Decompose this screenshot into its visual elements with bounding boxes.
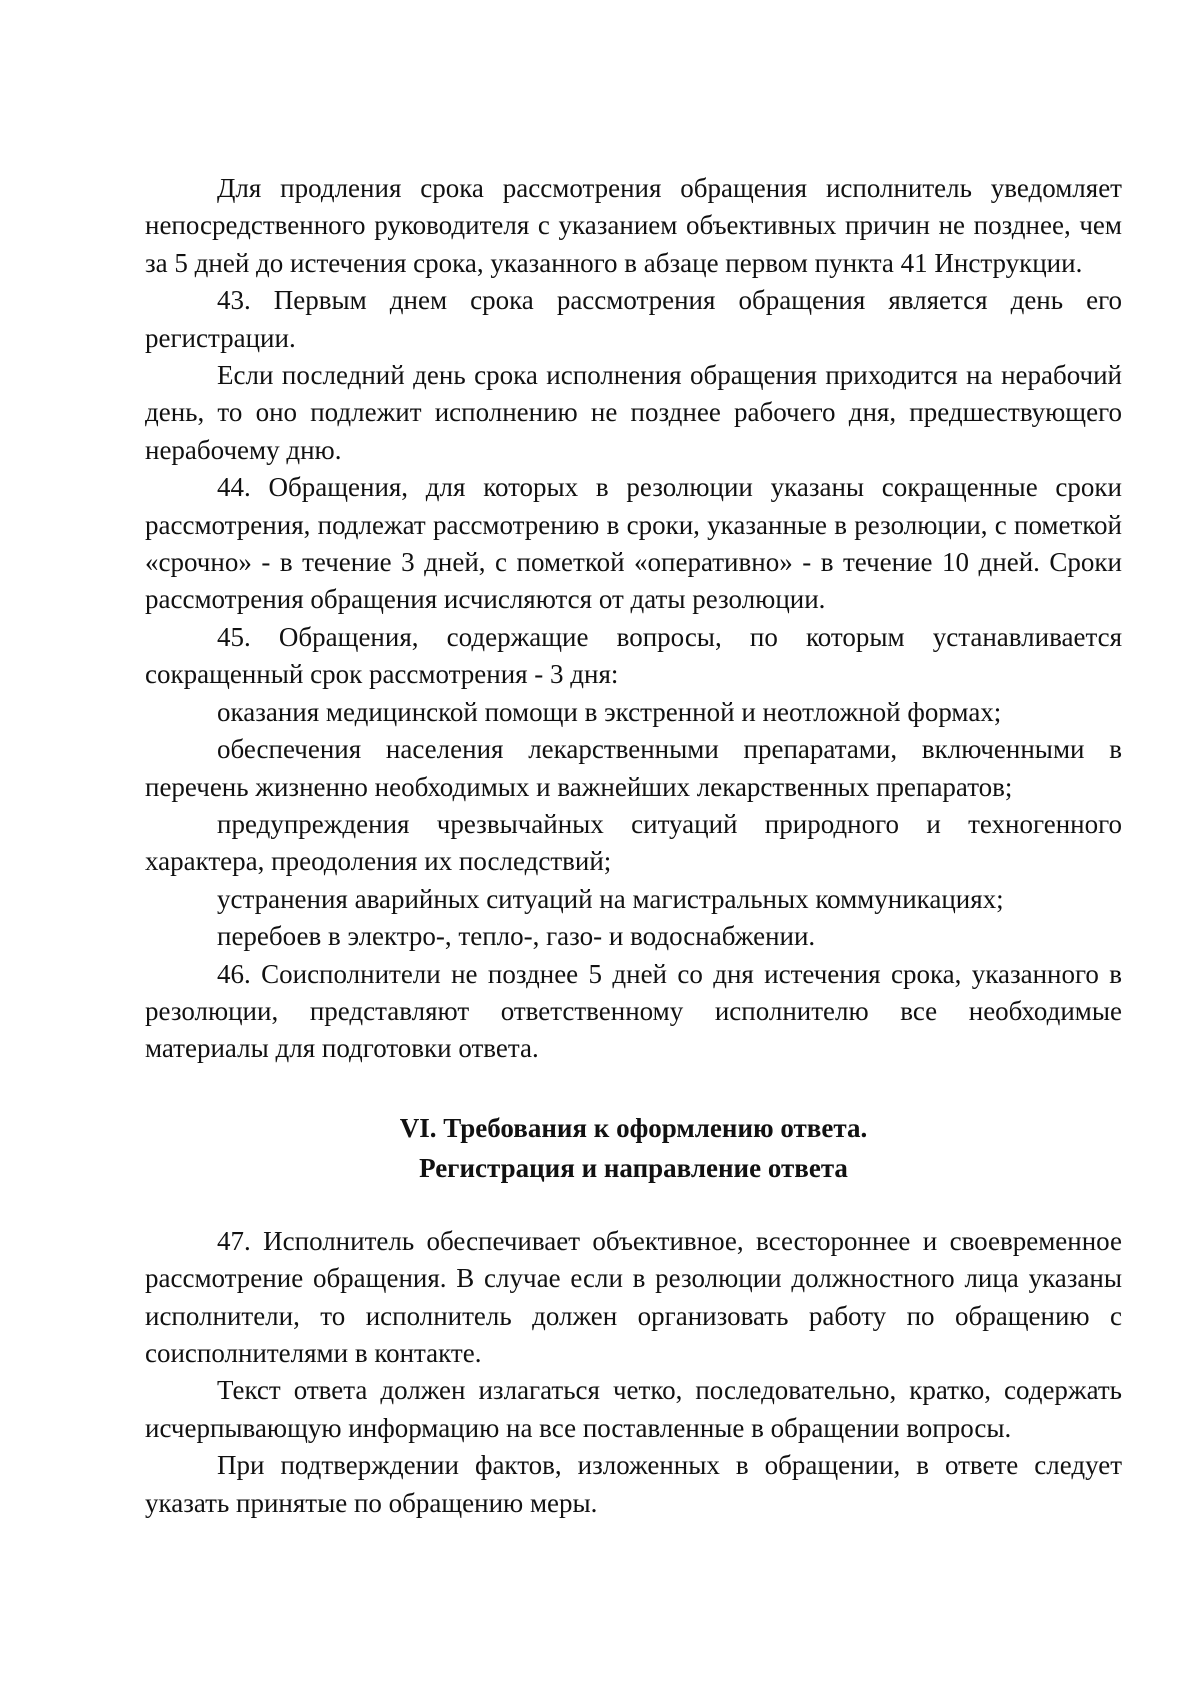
list-item-medical-aid: оказания медицинской помощи в экстренной и неотложной формах; — [217, 696, 1002, 727]
paragraph-item-45: 45. Обращения, содержащие вопросы, по которым устанавливается сокращенный срок рассмотрения - 3 дня: — [145, 621, 1122, 690]
list-item-supply-outages: перебоев в электро-, тепло-, газо- и водоснабжении. — [217, 921, 816, 952]
list-item-accidents: устранения аварийных ситуаций на магистральных коммуникациях; — [217, 883, 1004, 914]
paragraph-item-47: 47. Исполнитель обеспечивает объективное, всестороннее и своевременное рассмотрение обращения. В случае если в резолюции должностного лица указаны исполнители, то исполнитель должен организовать работу по обращению с соисполнителями в контакте. — [145, 1225, 1122, 1368]
paragraph-answer-text: Текст ответа должен излагаться четко, последовательно, кратко, содержать исчерпывающую информацию на все поставленные в обращении вопросы. — [145, 1375, 1122, 1443]
document-body — [145, 170, 1122, 1522]
section-title-line-1: VI. Требования к оформлению ответа. — [399, 1112, 868, 1143]
list-item-medicines: обеспечения населения лекарственными препаратами, включенными в перечень жизненно необходимых и важнейших лекарственных препаратов; — [145, 734, 1122, 802]
paragraph-item-43: 43. Первым днем срока рассмотрения обращения является день его регистрации. — [145, 285, 1122, 353]
paragraph-confirmed-facts: При подтверждении фактов, изложенных в обращении, в ответе следует указать принятые по обращению меры. — [145, 1450, 1122, 1518]
paragraph-extension-notice: Для продления срока рассмотрения обращения исполнитель уведомляет непосредственного руководителя с указанием объективных причин не позднее, чем за 5 дней до истечения срока, указанного в абзаце первом пункта 41 Инструкции. — [145, 173, 1122, 278]
section-title-line-2: Регистрация и направление ответа — [419, 1152, 848, 1183]
paragraph-item-44: 44. Обращения, для которых в резолюции указаны сокращенные сроки рассмотрения, подлежат рассмотрению в сроки, указанные в резолюции, с пометкой «срочно» - в течение 3 дней, с пометкой «оперативно» - в течение 10 дней. Сроки рассмотрения обращения исчисляются от даты резолюции. — [145, 472, 1122, 615]
paragraph-item-46: 46. Соисполнители не позднее 5 дней со дня истечения срока, указанного в резолюции, представляют ответственному исполнителю все необходимые материалы для подготовки ответа. — [145, 958, 1122, 1064]
section-heading — [145, 1108, 1122, 1188]
list-item-emergencies: предупреждения чрезвычайных ситуаций природного и техногенного характера, преодоления их последствий; — [145, 808, 1122, 877]
paragraph-nonworking-day: Если последний день срока исполнения обращения приходится на нерабочий день, то оно подлежит исполнению не позднее рабочего дня, предшествующего нерабочему дню. — [145, 360, 1122, 465]
